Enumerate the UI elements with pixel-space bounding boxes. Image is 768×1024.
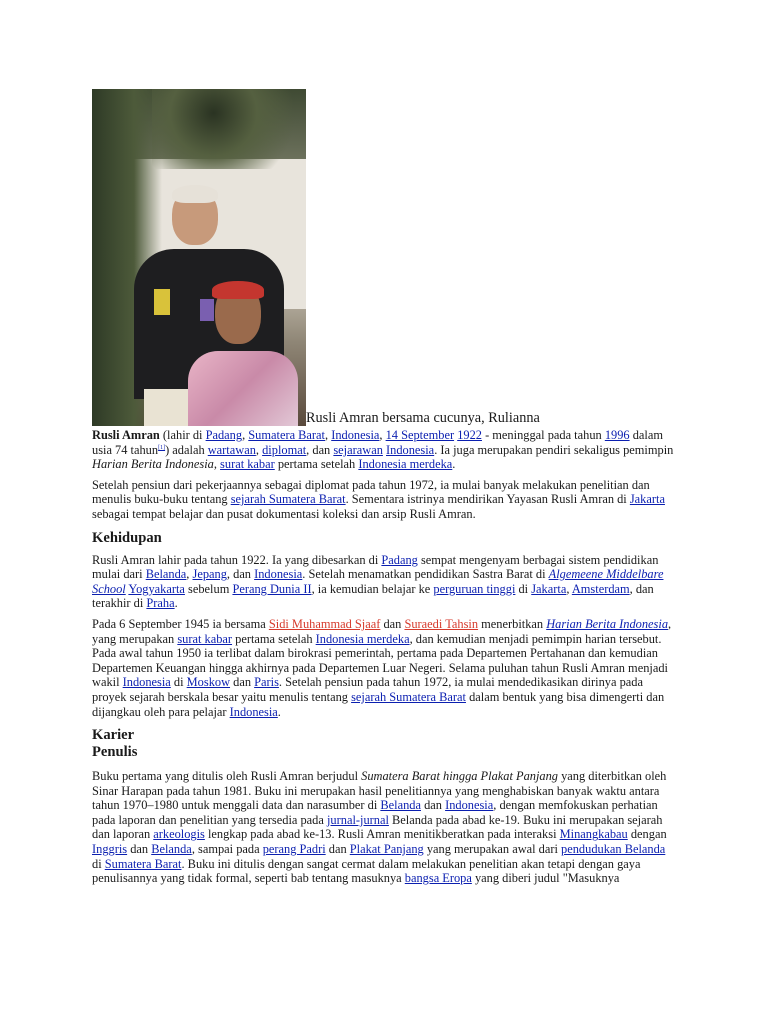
text: sebelum — [184, 581, 233, 596]
text: dan — [127, 842, 152, 857]
link-minangkabau[interactable]: Minangkabau — [559, 827, 628, 842]
text: . — [174, 596, 178, 611]
text: di — [92, 856, 105, 871]
link-indonesia[interactable]: Indonesia — [122, 675, 171, 690]
subject-name: Rusli Amran — [92, 428, 160, 442]
link-plakat-panjang[interactable]: Plakat Panjang — [349, 842, 424, 857]
heading-karier: Karier — [92, 727, 135, 744]
link-belanda[interactable]: Belanda — [151, 842, 192, 857]
text: dengan — [627, 827, 667, 842]
text: , — [255, 442, 263, 457]
text: dalam bentuk yang bisa dimengerti dan dijangkau oleh para pelajar — [92, 689, 665, 719]
text: - meninggal pada tahun — [481, 428, 605, 442]
link-surat-kabar[interactable]: surat kabar — [177, 631, 233, 646]
text: , — [186, 567, 193, 582]
text: , dan kemudian menjadi pemimpin harian tersebut. Pada awal tahun 1950 ia terlibat dalam birokrasi pemerintah, pertama pada Departemen Pertahanan dan kemudian Departemen Keuangan hingga akhirnya pada Departemen Luar Negeri. Selama puluhan tahun Rusli Amran menjadi wakil — [92, 631, 668, 690]
link-1922[interactable]: 1922 — [457, 428, 482, 442]
link-harian-berita-indonesia[interactable] — [546, 617, 668, 631]
link-pendudukan-belanda[interactable]: pendudukan Belanda — [561, 842, 666, 857]
text: Buku pertama yang ditulis oleh Rusli Amran berjudul — [92, 769, 362, 784]
link-indonesia[interactable]: Indonesia — [254, 567, 303, 582]
text: yang merupakan awal dari — [423, 842, 562, 857]
link-padang[interactable]: Padang — [205, 428, 243, 442]
link-indonesia-merdeka[interactable]: Indonesia merdeka — [315, 631, 410, 646]
paragraph-kehidupan-2 — [92, 617, 675, 719]
text: . Sementara istrinya mendirikan Yayasan Rusli Amran di — [345, 492, 630, 507]
paragraph-pensiun — [92, 478, 675, 522]
link-14-september[interactable]: 14 September — [385, 428, 455, 442]
text: , — [379, 428, 386, 442]
text: dalam usia 74 tahun — [92, 428, 663, 457]
text: . — [452, 457, 456, 472]
text: pertama setelah — [274, 457, 359, 472]
link-surat-kabar[interactable]: surat kabar — [220, 457, 275, 472]
paragraph-kehidupan-1 — [92, 553, 675, 611]
text: sempat mengenyam berbagai sistem pendidikan mulai dari — [92, 552, 659, 582]
text: di — [170, 675, 187, 690]
link-inggris[interactable]: Inggris — [92, 842, 128, 857]
link-jakarta[interactable]: Jakarta — [531, 581, 567, 596]
link-wartawan[interactable]: wartawan — [207, 442, 256, 457]
figure — [92, 89, 675, 426]
text: pertama setelah — [232, 631, 316, 646]
link-indonesia[interactable]: Indonesia — [229, 704, 278, 719]
link-padang[interactable]: Padang — [381, 552, 418, 567]
link-jakarta[interactable]: Jakarta — [629, 492, 665, 507]
link-sejarah-sumatera-barat[interactable]: sejarah Sumatera Barat — [351, 689, 466, 704]
link-arkeologis[interactable]: arkeologis — [153, 827, 205, 842]
text: lengkap pada abad ke-13. Rusli Amran menitikberatkan pada interaksi — [204, 827, 560, 842]
link-moskow[interactable]: Moskow — [186, 675, 231, 690]
link-sumatera-barat[interactable]: Sumatera Barat — [104, 856, 182, 871]
text: , — [566, 581, 572, 596]
text: , sampai pada — [191, 842, 263, 857]
text: , dengan memfokuskan perhatian pada laporan dan penelitian yang tersedia pada — [92, 798, 658, 827]
article-body — [92, 89, 675, 892]
text: . Setelah menamatkan pendidikan Sastra Barat di — [302, 567, 549, 582]
heading-kehidupan: Kehidupan — [92, 529, 162, 546]
text: yang diberi judul "Masuknya — [471, 871, 620, 886]
text: dan — [325, 842, 350, 857]
text: , dan — [226, 567, 255, 582]
link-yogyakarta[interactable]: Yogyakarta — [128, 581, 185, 596]
link-indonesia[interactable]: Indonesia — [445, 798, 494, 813]
text: Belanda pada abad ke-19. Buku ini merupakan sejarah dan laporan — [92, 812, 663, 842]
link-perang-padri[interactable]: perang Padri — [262, 842, 326, 857]
text: menerbitkan — [478, 616, 547, 631]
text: , — [213, 457, 221, 472]
link-diplomat[interactable]: diplomat — [262, 442, 307, 457]
text: , — [325, 428, 332, 442]
link-praha[interactable]: Praha — [146, 596, 175, 611]
link-paris[interactable]: Paris — [254, 675, 279, 690]
link-ams-label: Algemeene Middelbare School — [92, 567, 664, 596]
heading-penulis: Penulis — [92, 744, 138, 761]
text: Pada 6 September 1945 ia bersama — [92, 616, 269, 631]
link-perang-dunia-ii[interactable]: Perang Dunia II — [232, 581, 312, 596]
link-amsterdam[interactable]: Amsterdam — [571, 581, 630, 596]
text: . — [277, 704, 281, 719]
intro-paragraph — [92, 428, 675, 472]
link-belanda[interactable]: Belanda — [145, 567, 187, 582]
link-harian-label: Harian Berita Indonesia — [546, 616, 669, 631]
link-bangsa-eropa[interactable]: bangsa Eropa — [404, 871, 472, 886]
link-belanda[interactable]: Belanda — [380, 798, 421, 813]
text: dan — [380, 616, 405, 631]
newspaper-title: Harian Berita Indonesia — [92, 457, 214, 472]
link-indonesia[interactable]: Indonesia — [386, 442, 435, 457]
portrait-photo — [92, 89, 306, 426]
text: (lahir di — [159, 428, 206, 442]
text: di — [515, 581, 532, 596]
link-sejarah-sumatera-barat[interactable]: sejarah Sumatera Barat — [230, 492, 346, 507]
figure-caption: Rusli Amran bersama cucunya, Rulianna — [306, 410, 540, 426]
link-jurnal-jurnal[interactable]: jurnal-jurnal — [326, 812, 389, 827]
text: ) adalah — [165, 442, 208, 457]
text: . Ia juga merupakan pendiri sekaligus pemimpin — [434, 442, 674, 457]
link-1996[interactable]: 1996 — [604, 428, 630, 442]
text: , dan — [306, 442, 334, 457]
text: sebagai tempat belajar dan pusat dokumentasi koleksi dan arsip Rusli Amran. — [92, 506, 476, 521]
text: yang diterbitkan oleh Sinar Harapan pada tahun 1981. Buku ini merupakan hasil penelitiannya yang menghabiskan banyak waktu antara tahun 1970–1980 untuk menggali data dan narasumber di — [92, 769, 667, 813]
text: Setelah pensiun dari pekerjaannya sebagai diplomat pada tahun 1972, ia mulai banyak melakukan penelitian dan menulis buku-buku tentang — [92, 477, 650, 507]
link-perguruan-tinggi[interactable]: perguruan tinggi — [433, 581, 516, 596]
paragraph-penulis — [92, 769, 675, 886]
reference-link[interactable]: [1] — [158, 444, 166, 451]
link-sejarawan[interactable]: sejarawan — [333, 442, 383, 457]
text: . Buku ini ditulis dengan sangat cermat dalam melakukan penelitian akan tetapi dengan gaya penulisannya yang tidak formal, seperti bab tentang masuknya — [92, 856, 641, 886]
text: , ia kemudian belajar ke — [311, 581, 434, 596]
text: Rusli Amran lahir pada tahun 1922. Ia yang dibesarkan di — [92, 552, 382, 567]
text: dan — [420, 798, 446, 813]
text: dan — [230, 675, 255, 690]
text: . Setelah pensiun pada tahun 1972, ia mulai mendedikasikan dirinya pada proyek sejarah berskala besar yaitu menulis tentang — [92, 675, 643, 704]
redlink-sidi-muhammad-sjaaf[interactable]: Sidi Muhammad Sjaaf — [268, 616, 381, 631]
link-jepang[interactable]: Jepang — [192, 567, 227, 582]
link-sumatera-barat[interactable]: Sumatera Barat — [248, 428, 326, 442]
link-indonesia[interactable]: Indonesia — [331, 428, 380, 442]
redlink-suraedi-tahsin[interactable]: Suraedi Tahsin — [404, 616, 479, 631]
link-indonesia-merdeka[interactable]: Indonesia merdeka — [358, 457, 453, 472]
text: , — [242, 428, 249, 442]
book-title: Sumatera Barat hingga Plakat Panjang — [361, 769, 558, 784]
text: , yang merupakan — [92, 616, 672, 646]
text: , dan terakhir di — [92, 581, 654, 611]
